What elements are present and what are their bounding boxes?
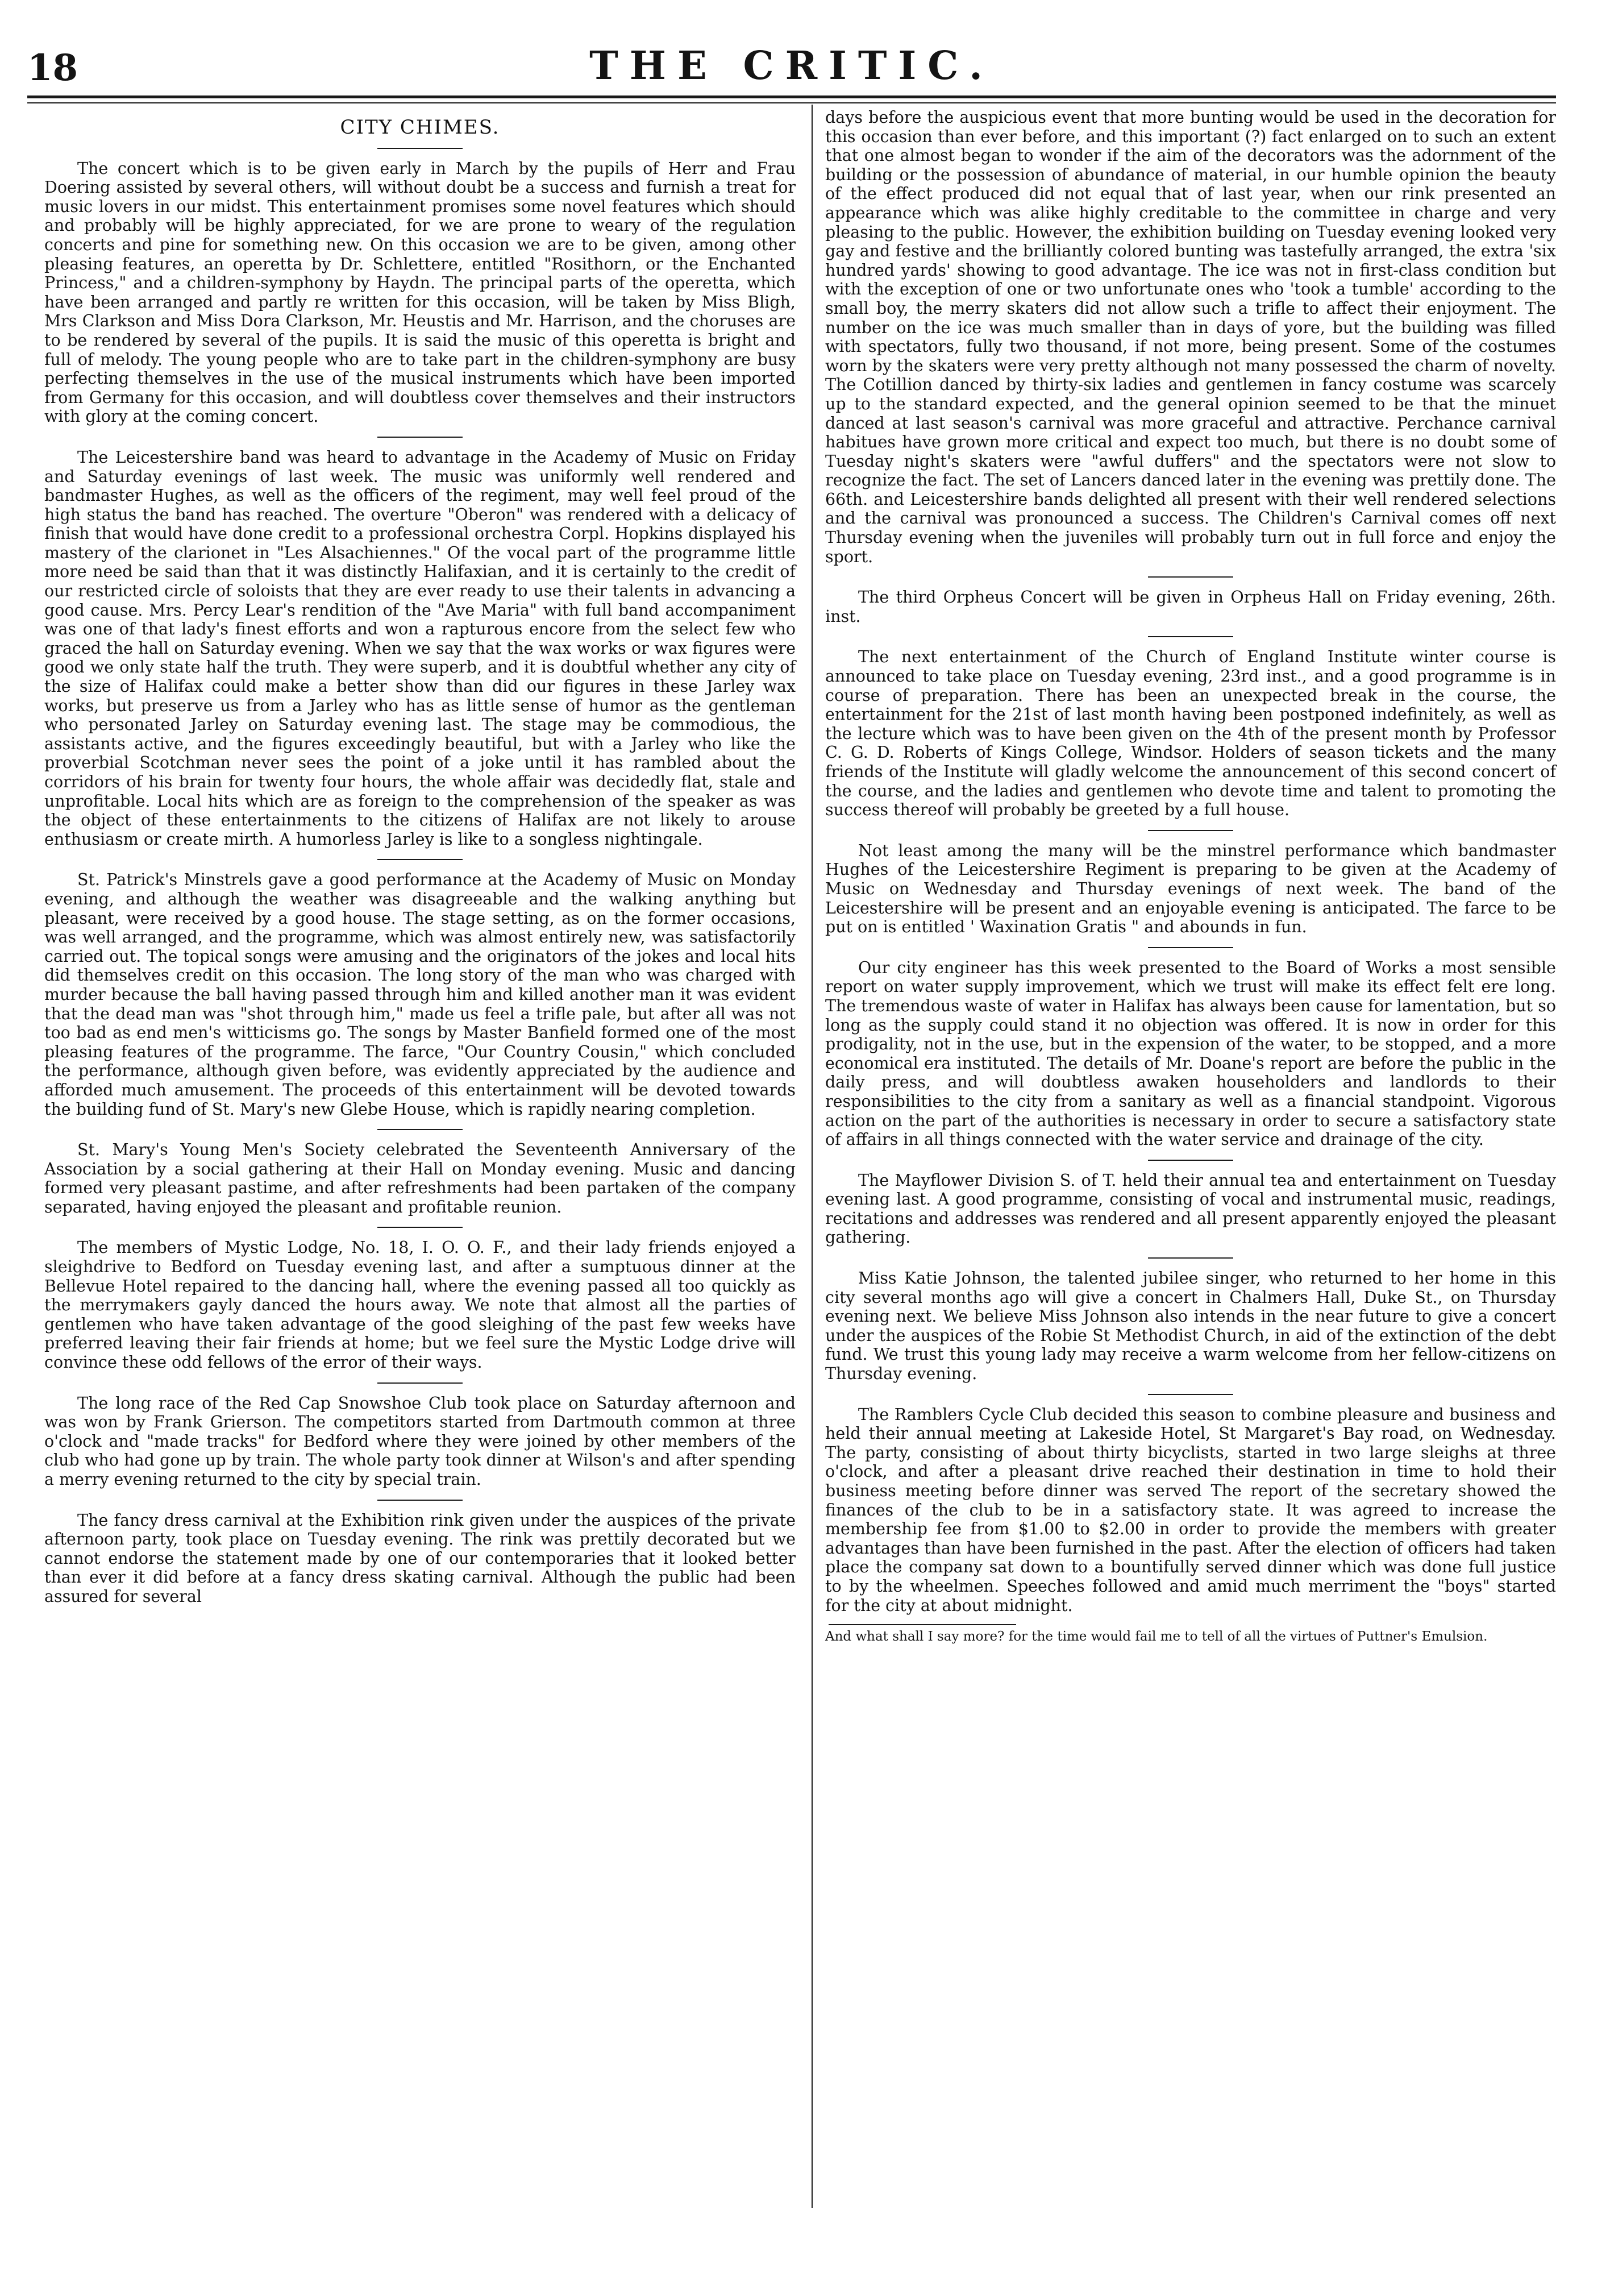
header-rule-thick xyxy=(27,96,1556,98)
article-st-patricks-minstrels: St. Patrick's Minstrels gave a good performance at the Academy of Music on Monday evening, and although the weather was disagreeable and the walking anything but pleasant, were received by a good house. The stage setting, as on the former occasions, was well arranged, and the programme, which was almost entirely new, was satisfactorily carried out. The topical songs were amusing and the originators of the jokes and local hits did themselves credit on this occasion. The long story of the man who was charged with murder because the ball having passed through him and killed another man it was evident that the dead man was "shot through him," made us feel a trifle pale, but after all was not too bad as end men's witticisms go. The songs by Master Banfield formed one of the most pleasing features of the programme. The farce, "Our Country Cousin," which concluded the performance, although given before, was evidently appreciated by the audience and afforded much amusement. The proceeds of this entertainment will be devoted towards the building fund of St. Mary's new Glebe House, which is rapidly nearing completion. xyxy=(44,870,796,1119)
article-separator xyxy=(1148,830,1233,831)
page-number: 18 xyxy=(27,47,78,89)
article-minstrel-performance: Not least among the many will be the minstrel performance which bandmaster Hughes of the Leicestershire Regiment is preparing to be given at the Academy of Music on Wednesday and Thursday evenings of next week. The band of the Leicestershire will be present and an enjoyable evening is anticipated. The farce to be put on is entitled ' Waxination Gratis " and abounds in fun. xyxy=(825,841,1556,937)
article-carnival-continued: days before the auspicious event that more bunting would be used in the decoration for this occasion than ever before, and this important (?) fact enlarged on to such an extent that one almost began to wonder if the aim of the decorators was the adornment of the building or the possession of abundance of material, in our humble opinion the beauty of the effect produced did not equal that of last year, when our rink presented an appearance which was alike highly creditable to the committee in charge and very pleasing to the public. However, the exhibition building on Tuesday evening looked very gay and festive and the brilliantly colored bunting was tastefully arranged, the extra 'six hundred yards' showing to good advantage. The ice was not in first-class condition but with the exception of one or two unfortunate ones who 'took a tumble' according to the small boy, the merry skaters did not allow such a trifle to affect their enjoyment. The number on the ice was much smaller than in days of yore, but the building was filled with spectators, fully two thousand, if not more, being present. Some of the costumes worn by the skaters were very pretty although not many possessed the charm of novelty. The Cotillion danced by thirty-six ladies and gentlemen in fancy costume was scarcely up to the standard expected, and the general opinion seemed to be that the minuet danced at last season's carnival was more graceful and attractive. Perchance carnival habitues have grown more critical and expect too much, but there is no doubt some of Tuesday night's skaters were "awful duffers" and the spectators were not slow to recognize the fact. The set of Lancers danced later in the evening was prettily done. The 66th. and Leicestershire bands delighted all present with their well rendered selections and the carnival was pronounced a success. The Children's Carnival comes off next Thursday evening when the juveniles will probably turn out in full force and enjoy the sport. xyxy=(825,108,1556,566)
header-rule-thin xyxy=(27,102,1556,103)
article-st-marys-society: St. Mary's Young Men's Society celebrated the Seventeenth Anniversary of the Association by a social gathering at their Hall on Monday evening. Music and dancing formed very pleasant pastime, and after refreshments had been partaken of the company separated, having enjoyed the pleasant and profitable reunion. xyxy=(44,1140,796,1216)
article-separator xyxy=(377,1500,463,1501)
left-column xyxy=(44,108,796,1606)
article-separator xyxy=(377,859,463,860)
article-church-institute: The next entertainment of the Church of England Institute winter course is announced to take place on Tuesday evening, 23rd inst., and a good programme is in course of preparation. There has been an unexpected break in the course, the entertainment for the 21st of last month having been postponed indefinitely, as well as the lecture which was to have been given on the 4th of the present month by Professor C. G. D. Roberts of Kings College, Windsor. Holders of season tickets and the many friends of the Institute will gladly welcome the announcement of this second concert of the course, and the ladies and gentlemen who devote time and talent to promoting the success thereof will probably be greeted by a full house. xyxy=(825,647,1556,820)
article-katie-johnson: Miss Katie Johnson, the talented jubilee singer, who returned to her home in this city several months ago will give a concert in Chalmers Hall, Duke St., on Thursday evening next. We believe Miss Johnson also intends in the near future to give a concert under the auspices of the Robie St Methodist Church, in aid of the extinction of the debt fund. We trust this young lady may receive a warm welcome from her fellow-citizens on Thursday evening. xyxy=(825,1269,1556,1384)
column-divider xyxy=(812,105,813,2208)
page-header xyxy=(27,41,1556,92)
article-separator xyxy=(1148,576,1233,578)
section-rule xyxy=(377,148,463,149)
article-ramblers-cycle-club: The Ramblers Cycle Club decided this season to combine pleasure and business and held their annual meeting at Lakeside Hotel, St Margaret's Bay road, on Wednesday. The party, consisting of about thirty bicyclists, started in two large sleighs at three o'clock, and after a pleasant drive reached their destination in time to hold their business meeting before dinner was served The report of the secretary showed the finances of the club to be in a satisfactory state. It was agreed to increase the membership fee from $1.00 to $2.00 in order to provide the members with greater advantages than have been furnished in the past. After the election of officers had taken place the company sat down to a bountifully served dinner which was done full justice to by the wheelmen. Speeches followed and amid much merriment the "boys" started for the city at about midnight. xyxy=(825,1405,1556,1615)
article-separator xyxy=(1148,1257,1233,1259)
footnote-advertisement: And what shall I say more? for the time would fail me to tell of all the virtues of Puttner's Emulsion. xyxy=(825,1629,1488,1645)
article-separator xyxy=(377,1129,463,1130)
article-orpheus-concert: The third Orpheus Concert will be given in Orpheus Hall on Friday evening, 26th. inst. xyxy=(825,588,1556,626)
article-red-cap-snowshoe: The long race of the Red Cap Snowshoe Club took place on Saturday afternoon and was won by Frank Grierson. The competitors started from Dartmouth common at three o'clock and "made tracks" for Bedford where they were joined by other members of the club who had gone up by train. The whole party took dinner at Wilson's and after spending a merry evening returned to the city by special train. xyxy=(44,1393,796,1489)
footnote-rule xyxy=(829,1624,1016,1625)
article-separator xyxy=(377,1382,463,1384)
section-title: CITY CHIMES. xyxy=(340,116,500,139)
article-leicestershire-band: The Leicestershire band was heard to advantage in the Academy of Music on Friday and Saturday evenings of last week. The music was uniformly well rendered and bandmaster Hughes, as well as the officers of the regiment, may well feel proud of the high status the band has reached. The overture "Oberon" was rendered with a delicacy of finish that would have done credit to a professional orchestra Corpl. Hopkins displayed his mastery of the clarionet in "Les Alsachiennes." Of the vocal part of the programme little more need be said than that it was distinctly Halifaxian, and it is certainly to the credit of our restricted circle of soloists that they are ever ready to use their talents in advancing a good cause. Mrs. Percy Lear's rendition of the "Ave Maria" with full band accompaniment was one of that lady's finest efforts and won a rapturous encore from the select few who graced the hall on Saturday evening. When we say that the wax works or wax figures were good we only state half the truth. They were superb, and it is doubtful whether any city of the size of Halifax could make a better show than did our figures in these Jarley wax works, but preserve us from a Jarley who has as little sense of humor as the gentleman who personated Jarley on Saturday evening last. The stage may be commodious, the assistants active, and the figures exceedingly beautiful, but with a Jarley who like the proverbial Scotchman never sees the point of a joke until it has rambled about the corridors of his brain for twenty four hours, the whole affair was decidedly flat, stale and unprofitable. Local hits which are as foreign to the comprehension of the speaker as was the object of these entertainments to the citizens of Halifax are not likely to arouse enthusiasm or create mirth. A humorless Jarley is like to a songless nightingale. xyxy=(44,447,796,849)
article-separator xyxy=(1148,1394,1233,1395)
masthead-title: THE CRITIC. xyxy=(589,43,994,89)
article-separator xyxy=(1148,636,1233,637)
article-concert: The concert which is to be given early in March by the pupils of Herr and Frau Doering assisted by several others, will without doubt be a success and furnish a treat for music lovers in our midst. This entertainment promises some novel features which should and probably will be highly appreciated, for we are prone to weary of the regulation concerts and pine for something new. On this occasion we are to be given, among other pleasing features, an operetta by Dr. Schlettere, entitled "Rosithorn, or the Enchanted Princess," and a children-symphony by Haydn. The principal parts of the operetta, which have been arranged and partly re written for this occasion, will be taken by Miss Bligh, Mrs Clarkson and Miss Dora Clarkson, Mr. Heustis and Mr. Harrison, and the choruses are to be rendered by several of the pupils. It is said the music of this operetta is bright and full of melody. The young people who are to take part in the children-symphony are busy perfecting themselves in the use of the musical instruments which have been imported from Germany for this occasion, and will doubtless cover themselves and their instructors with glory at the coming concert. xyxy=(44,159,796,426)
article-mayflower-division: The Mayflower Division S. of T. held their annual tea and entertainment on Tuesday evening last. A good programme, consisting of vocal and instrumental music, readings, recitations and addresses was rendered and all present apparently enjoyed the pleasant gathering. xyxy=(825,1170,1556,1247)
right-column xyxy=(825,108,1556,1645)
article-separator xyxy=(1148,947,1233,948)
article-separator xyxy=(1148,1160,1233,1161)
article-separator xyxy=(377,437,463,438)
article-water-supply: Our city engineer has this week presented to the Board of Works a most sensible report on water supply improvement, which we trust will make its effect felt ere long. The tremendous waste of water in Halifax has always been cause for lamentation, but so long as the supply could stand it no objection was offered. It is now in order for this prodigality, not in the use, but in the expension of the water, to be stopped, and a more economical era instituted. The details of Mr. Doane's report are before the public in the daily press, and will doubtless awaken householders and landlords to their responsibilities to the city from a sanitary as well as a financial standpoint. Vigorous action on the part of the authorities is necessary in order to secure a satisfactory state of affairs in all things connected with the water service and drainage of the city. xyxy=(825,958,1556,1149)
article-fancy-dress-carnival: The fancy dress carnival at the Exhibition rink given under the auspices of the private afternoon party, took place on Tuesday evening. The rink was prettily decorated but we cannot endorse the statement made by one of our contemporaries that it looked better than ever it did before at a fancy dress skating carnival. Although the public had been assured for several xyxy=(44,1510,796,1606)
article-separator xyxy=(377,1227,463,1228)
article-mystic-lodge: The members of Mystic Lodge, No. 18, I. O. O. F., and their lady friends enjoyed a sleighdrive to Bedford on Tuesday evening last, and after a sumptuous dinner at the Bellevue Hotel repaired to the dancing hall, where the evening passed all too quickly as the merrymakers gayly danced the hours away. We note that almost all the parties of gentlemen who have taken advantage of the good sleighing of the past few weeks have preferred leaving their fair friends at home; but we feel sure the Mystic Lodge drive will convince these odd fellows of the error of their ways. xyxy=(44,1238,796,1372)
